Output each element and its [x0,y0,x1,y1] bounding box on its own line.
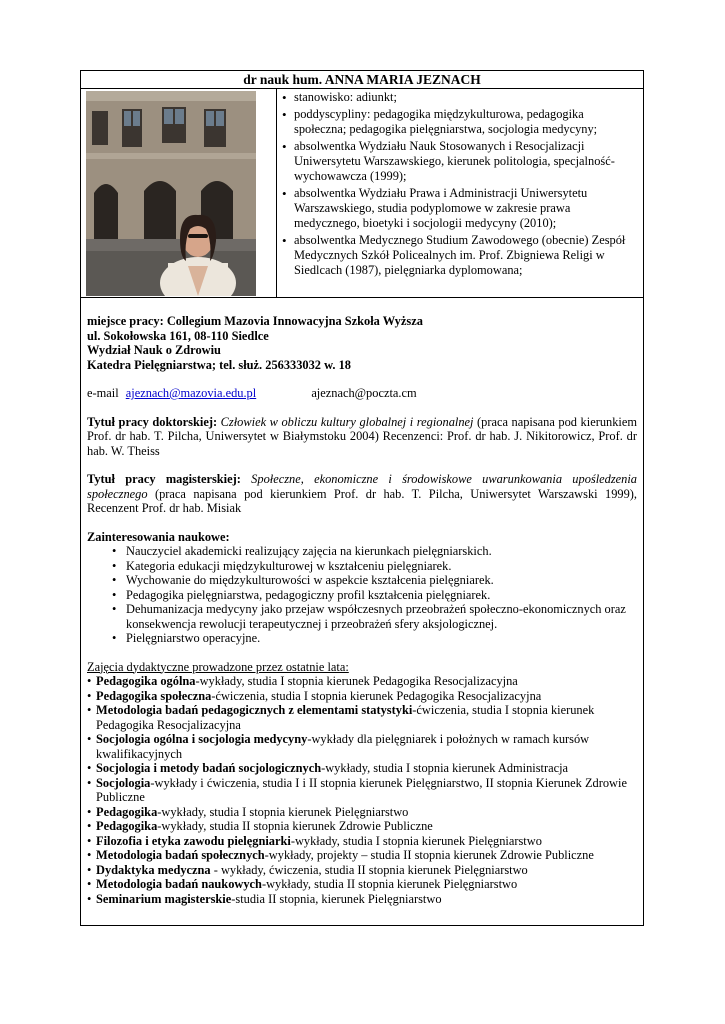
interest-item: • Kategoria edukacji międzykulturowej w kształceniu pielęgniarek. [112,559,637,574]
course-name: Dydaktyka medyczna [96,862,211,877]
doctoral-title: Człowiek w obliczu kultury globalnej i regionalnej [220,414,474,429]
email-label: e-mail [87,386,119,400]
bio-item: • absolwentka Medycznego Studium Zawodowego (obecnie) Zespół Medycznych Szkół Policealnych im. Prof. Zbigniewa Religi w Siedlcach (1987), pielęgniarka dyplomowana; [281,233,639,278]
profile-photo [86,91,256,296]
course-desc: -wykłady, studia I stopnia kierunek Pielęgniarstwo [157,804,409,819]
interest-item: • Nauczyciel akademicki realizujący zajęcia na kierunkach pielęgniarskich. [112,544,637,559]
profile-title: dr nauk hum. ANNA MARIA JEZNACH [81,71,643,89]
courses-heading: Zajęcia dydaktyczne prowadzone przez ostatnie lata: [87,659,349,674]
interests-heading: Zainteresowania naukowe: [87,529,230,544]
course-item [87,805,637,820]
address-line: ul. Sokołowska 161, 08-110 Siedlce [87,328,269,343]
course-item [87,732,637,761]
course-desc: -wykłady, studia I stopnia kierunek Administracja [321,761,569,775]
course-item [87,674,637,689]
course-desc: -wykłady dla pielęgniarek i położnych w ramach kursów kwalifikacyjnych [96,732,590,761]
interest-item: • Dehumanizacja medycyny jako przejaw współczesnych przeobrażeń społeczno-ekonomicznych oraz konsekwencja rewolucji terapeutycznej i przeobrażeń sfery aksjologicznej. [112,602,637,631]
course-desc: -studia II stopnia, kierunek Pielęgniarstwo [231,891,442,906]
course-item [87,761,637,776]
doctoral-label: Tytuł pracy doktorskiej [87,414,213,429]
interests-list [87,544,637,646]
faculty-line: Wydział Nauk o Zdrowiu [87,343,221,357]
course-desc: -wykłady i ćwiczenia, studia I i II stopnia kierunek Pielęgniarstwo, II stopnia Kierunek Zdrowie Publiczne [96,775,627,804]
email-primary-link[interactable]: ajeznach@mazovia.edu.pl [125,386,257,400]
masters-label: Tytuł pracy magisterskiej [87,472,237,486]
course-item [87,776,637,805]
workplace-line: miejsce pracy: Collegium Mazovia Innowacyjna Szkoła Wyższa [87,314,423,328]
course-name: Socjologia [96,775,151,790]
course-name: Seminarium magisterskie [96,891,232,906]
profile-table [80,70,644,926]
course-name: Metodologia badań pedagogicznych z elementami statystyki [96,703,413,717]
course-item [87,848,637,863]
email-row [87,386,637,401]
course-desc: -wykłady, studia I stopnia kierunek Pielęgniarstwo [290,833,542,848]
interest-item: • Pielęgniarstwo operacyjne. [112,631,637,646]
courses-list [87,674,637,906]
course-desc: -wykłady, studia I stopnia kierunek Pedagogika Resocjalizacyjna [195,674,518,688]
course-desc: -wykłady, projekty – studia II stopnia kierunek Zdrowie Publiczne [264,848,594,862]
course-name: Metodologia badań społecznych [96,848,265,862]
course-item [87,877,637,892]
course-desc: -wykłady, studia II stopnia kierunek Pielęgniarstwo [261,877,518,891]
department-line: Katedra Pielęgniarstwa; tel. służ. 256333032 w. 18 [87,357,351,372]
bio-item: • absolwentka Wydziału Prawa i Administracji Uniwersytetu Warszawskiego, studia podyplomowe w zakresie prawa medycznego, bioetyki i socjologii medycyny (2010); [281,186,639,231]
course-item [87,892,637,907]
course-item [87,819,637,834]
bio-item: • poddyscypliny: pedagogika międzykulturowa, pedagogika społeczna; pedagogika pielęgniarstwa, socjologia medycyny; [281,107,639,137]
course-name: Filozofia i etyka zawodu pielęgniarki [96,833,291,848]
bio-cell [277,89,643,297]
course-desc: - wykłady, ćwiczenia, studia II stopnia kierunek Pielęgniarstwo [210,862,528,877]
interest-item: • Wychowanie do międzykulturowości w aspekcie kształcenia pielęgniarek. [112,573,637,588]
doctoral-details: (praca napisana pod kierunkiem Prof. dr hab. T. Pilcha, Uniwersytet w Białymstoku 2004) Recenzenci: Prof. dr hab. J. Nikitorowicz, Prof. dr hab. W. Theiss [87,414,637,458]
course-desc: -ćwiczenia, studia I stopnia kierunek Pedagogika Resocjalizacyjna [96,703,595,732]
email-secondary: ajeznach@poczta.cm [311,386,417,400]
masters-title: Społeczne, ekonomiczne i środowiskowe uwarunkowania upośledzenia społecznego [87,472,637,501]
masters-details: (praca napisana pod kierunkiem Prof. dr hab. T. Pilcha, Uniwersytet Warszawski 1999), Recenzent Prof. dr hab. Misiak [87,486,637,515]
bio-item: • stanowisko: adiunkt; [281,90,639,105]
masters-thesis: Tytuł pracy magisterskiej: Społeczne, ekonomiczne i środowiskowe uwarunkowania upośledzenia społecznego (praca napisana pod kierunkiem Prof. dr hab. T. Pilcha, Uniwersytet Warszawski 1999), Recenzent Prof. dr hab. Misiak [87,472,637,515]
course-name: Pedagogika społeczna [96,688,212,703]
course-item [87,703,637,732]
course-name: Socjologia i metody badań socjologicznych [96,761,322,775]
course-desc: -ćwiczenia, studia I stopnia kierunek Pedagogika Resocjalizacyjna [211,688,542,703]
course-item [87,863,637,878]
course-name: Pedagogika [96,819,158,833]
course-name: Pedagogika [96,804,158,819]
bio-list [281,90,639,278]
interest-item: • Pedagogika pielęgniarstwa, pedagogiczny profil kształcenia pielęgniarek. [112,588,637,603]
doctoral-thesis: Tytuł pracy doktorskiej: Człowiek w obliczu kultury globalnej i regionalnej (praca napisana pod kierunkiem Prof. dr hab. T. Pilcha, Uniwersytet w Białymstoku 2004) Recenzenci: Prof. dr hab. J. Nikitorowicz, Prof. dr hab. W. Theiss [87,414,637,458]
main-content [81,298,643,906]
profile-top-row [81,89,643,298]
course-desc: -wykłady, studia II stopnia kierunek Zdrowie Publiczne [157,819,433,833]
course-name: Metodologia badań naukowych [96,877,262,891]
course-name: Socjologia ogólna i socjologia medycyny [96,732,308,746]
course-item [87,834,637,849]
course-name: Pedagogika ogólna [96,674,196,688]
bio-item: • absolwentka Wydziału Nauk Stosowanych i Resocjalizacji Uniwersytetu Warszawskiego, kierunek politologia, specjalność- wychowawcza (1999); [281,139,639,184]
course-item [87,689,637,704]
photo-cell [81,89,277,297]
